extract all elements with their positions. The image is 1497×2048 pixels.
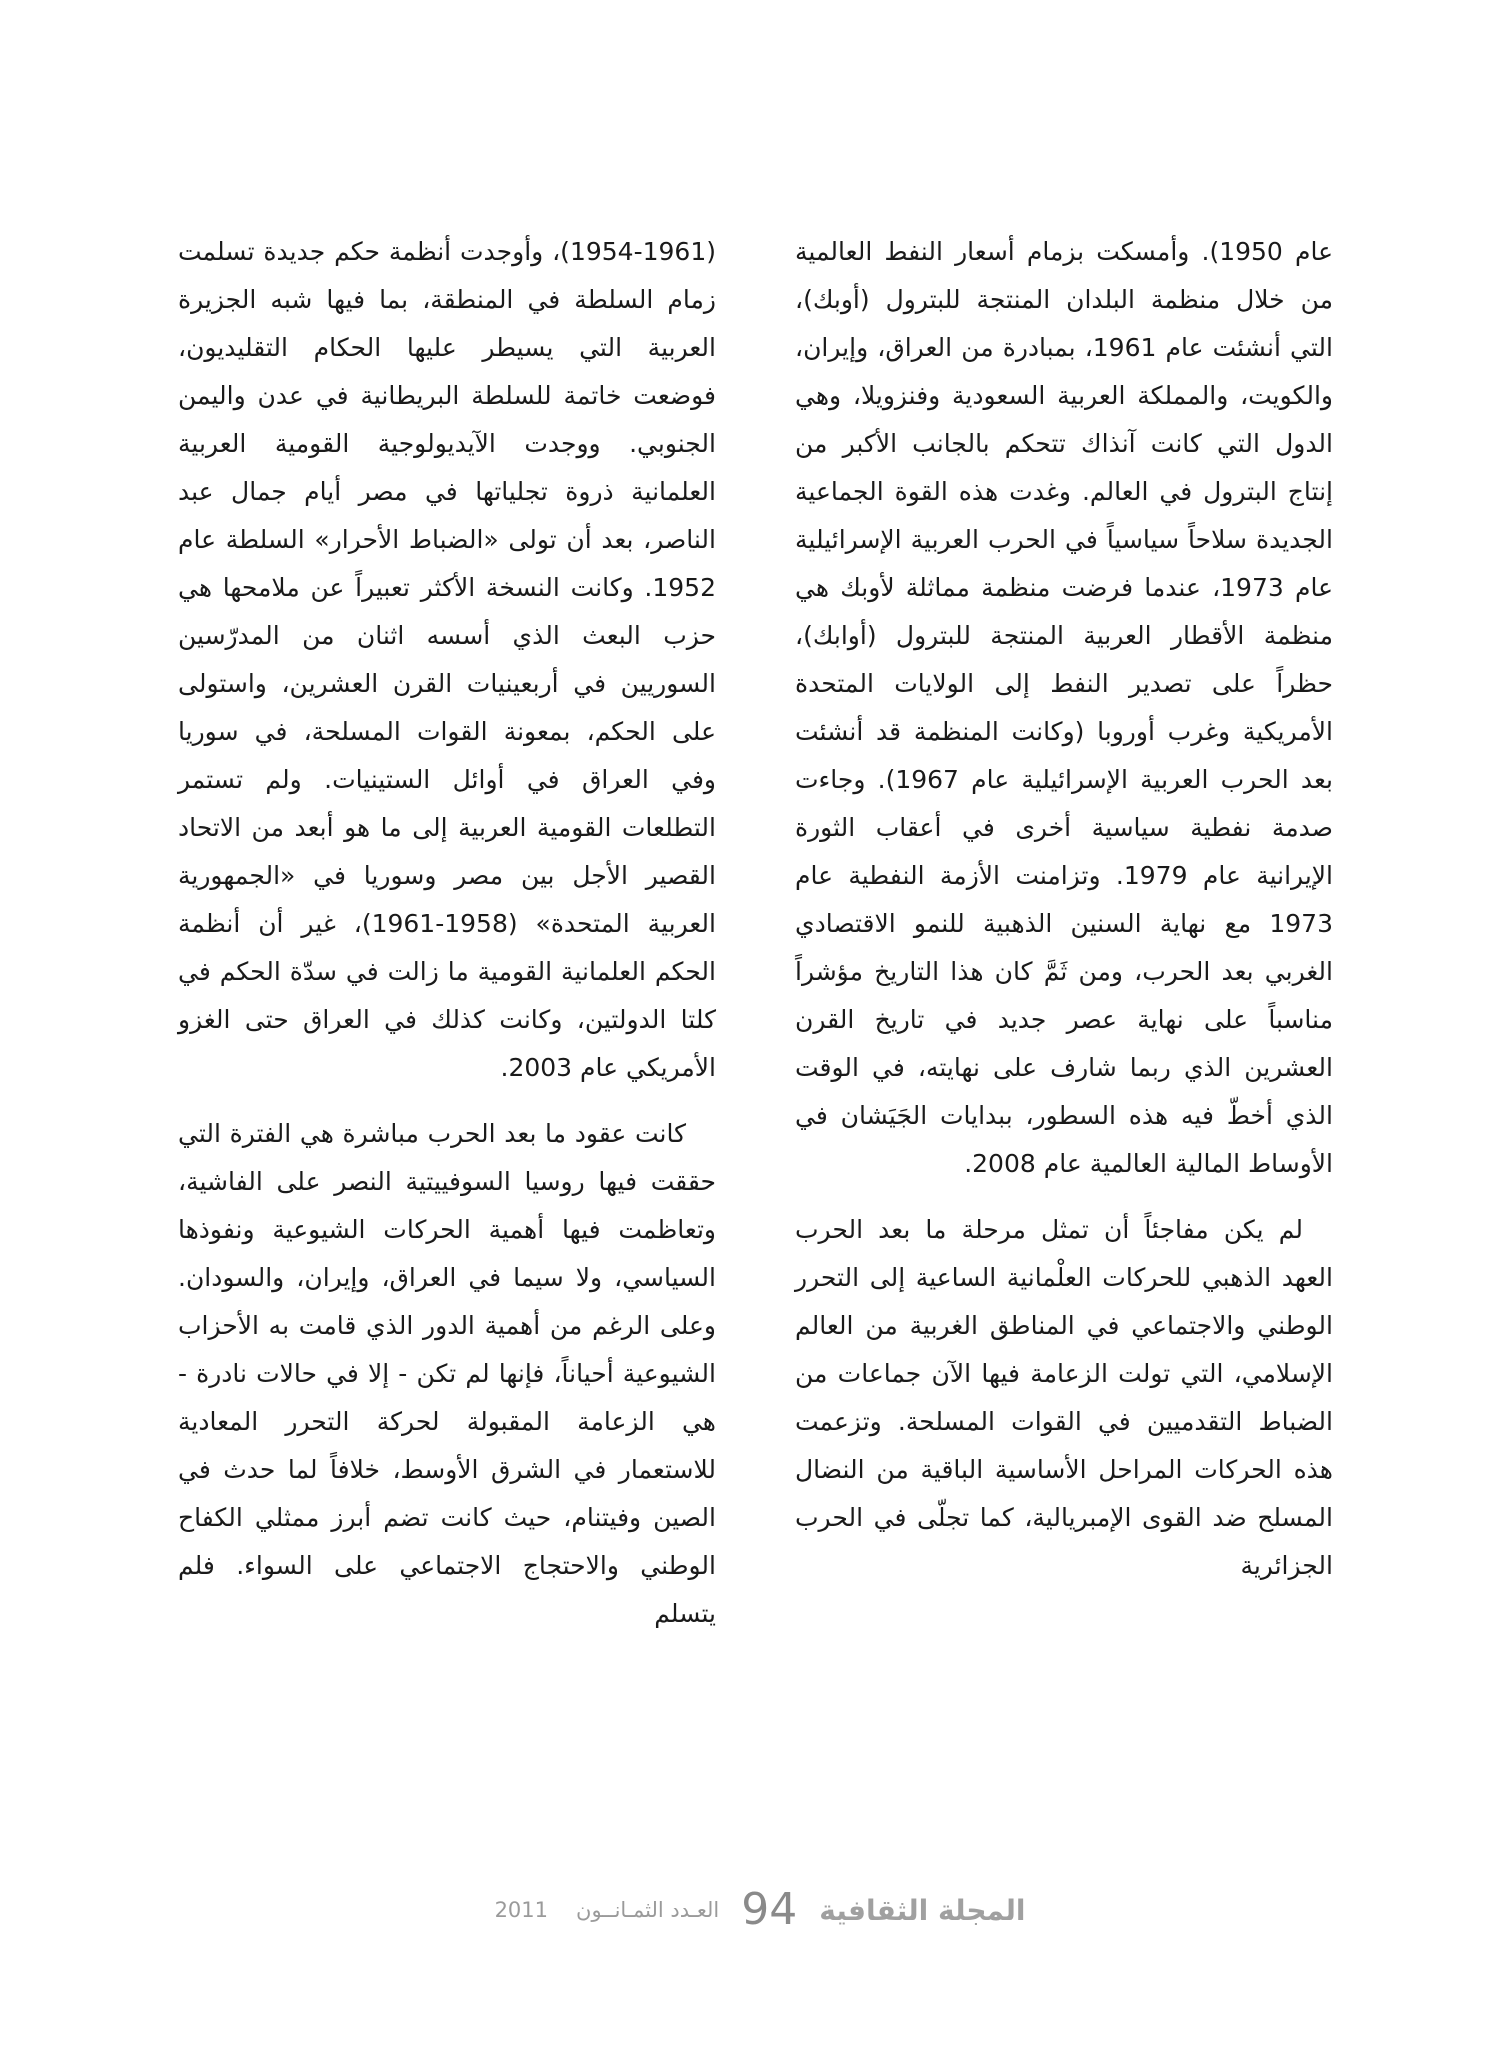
issue-year: 2011 bbox=[494, 1898, 549, 1922]
left-column bbox=[178, 228, 716, 1638]
page-footer bbox=[420, 1884, 1100, 1935]
magazine-name: المجلة الثقافية bbox=[819, 1893, 1026, 1927]
left-paragraph-1: (1954-1961)، وأوجدت أنظمة حكم جديدة تسلمت زمام السلطة في المنطقة، بما فيها شبه الجزيرة العربية التي يسيطر عليها الحكام التقليديون، فوضعت خاتمة للسلطة البريطانية في عدن واليمن الجنوبي. ووجدت الآيديولوجية القومية العربية العلمانية ذروة تجلياتها في مصر أيام جمال عبد الناصر، بعد أن تولى «الضباط الأحرار» السلطة عام 1952. وكانت النسخة الأكثر تعبيراً عن ملامحها هي حزب البعث الذي أسسه اثنان من المدرّسين السوريين في أربعينيات القرن العشرين، واستولى على الحكم، بمعونة القوات المسلحة، في سوريا وفي العراق في أوائل الستينيات. ولم تستمر التطلعات القومية العربية إلى ما هو أبعد من الاتحاد القصير الأجل بين مصر وسوريا في «الجمهورية العربية المتحدة» (1958-1961)، غير أن أنظمة الحكم العلمانية القومية ما زالت في سدّة الحكم في كلتا الدولتين، وكانت كذلك في العراق حتى الغزو الأمريكي عام 2003. bbox=[178, 237, 716, 1082]
right-paragraph-1: عام 1950). وأمسكت بزمام أسعار النفط العالمية من خلال منظمة البلدان المنتجة للبترول (أوبك)، التي أنشئت عام 1961، بمبادرة من العراق، وإيران، والكويت، والمملكة العربية السعودية وفنزويلا، وهي الدول التي كانت آنذاك تتحكم بالجانب الأكبر من إنتاج البترول في العالم. وغدت هذه القوة الجماعية الجديدة سلاحاً سياسياً في الحرب العربية الإسرائيلية عام 1973، عندما فرضت منظمة مماثلة لأوبك هي منظمة الأقطار العربية المنتجة للبترول (أوابك)، حظراً على تصدير النفط إلى الولايات المتحدة الأمريكية وغرب أوروبا (وكانت المنظمة قد أنشئت بعد الحرب العربية الإسرائيلية عام 1967). وجاءت صدمة نفطية سياسية أخرى في أعقاب الثورة الإيرانية عام 1979. وتزامنت الأزمة النفطية عام 1973 مع نهاية السنين الذهبية للنمو الاقتصادي الغربي بعد الحرب، ومن ثَمَّ كان هذا التاريخ مؤشراً مناسباً على نهاية عصر جديد في تاريخ القرن العشرين الذي ربما شارف على نهايته، في الوقت الذي أخطّ فيه هذه السطور، ببدايات الجَيَشان في الأوساط المالية العالمية عام 2008. bbox=[795, 237, 1334, 1178]
page-number: 94 bbox=[741, 1884, 798, 1935]
left-paragraph-2: كانت عقود ما بعد الحرب مباشرة هي الفترة التي حققت فيها روسيا السوفييتية النصر على الفاشية، وتعاظمت فيها أهمية الحركات الشيوعية ونفوذها السياسي، ولا سيما في العراق، وإيران، والسودان. وعلى الرغم من أهمية الدور الذي قامت به الأحزاب الشيوعية أحياناً، فإنها لم تكن - إلا في حالات نادرة - هي الزعامة المقبولة لحركة التحرر المعادية للاستعمار في الشرق الأوسط، خلافاً لما حدث في الصين وفيتنام، حيث كانت تضم أبرز ممثلي الكفاح الوطني والاحتجاج الاجتماعي على السواء. فلم يتسلم bbox=[178, 1119, 716, 1628]
right-column bbox=[795, 228, 1333, 1590]
right-paragraph-2: لم يكن مفاجئاً أن تمثل مرحلة ما بعد الحرب العهد الذهبي للحركات العلْمانية الساعية إلى التحرر الوطني والاجتماعي في المناطق الغربية من العالم الإسلامي، التي تولت الزعامة فيها الآن جماعات من الضباط التقدميين في القوات المسلحة. وتزعمت هذه الحركات المراحل الأساسية الباقية من النضال المسلح ضد القوى الإمبريالية، كما تجلّى في الحرب الجزائرية bbox=[795, 1215, 1333, 1580]
issue-label: العـدد الثمـانــون bbox=[576, 1898, 720, 1922]
